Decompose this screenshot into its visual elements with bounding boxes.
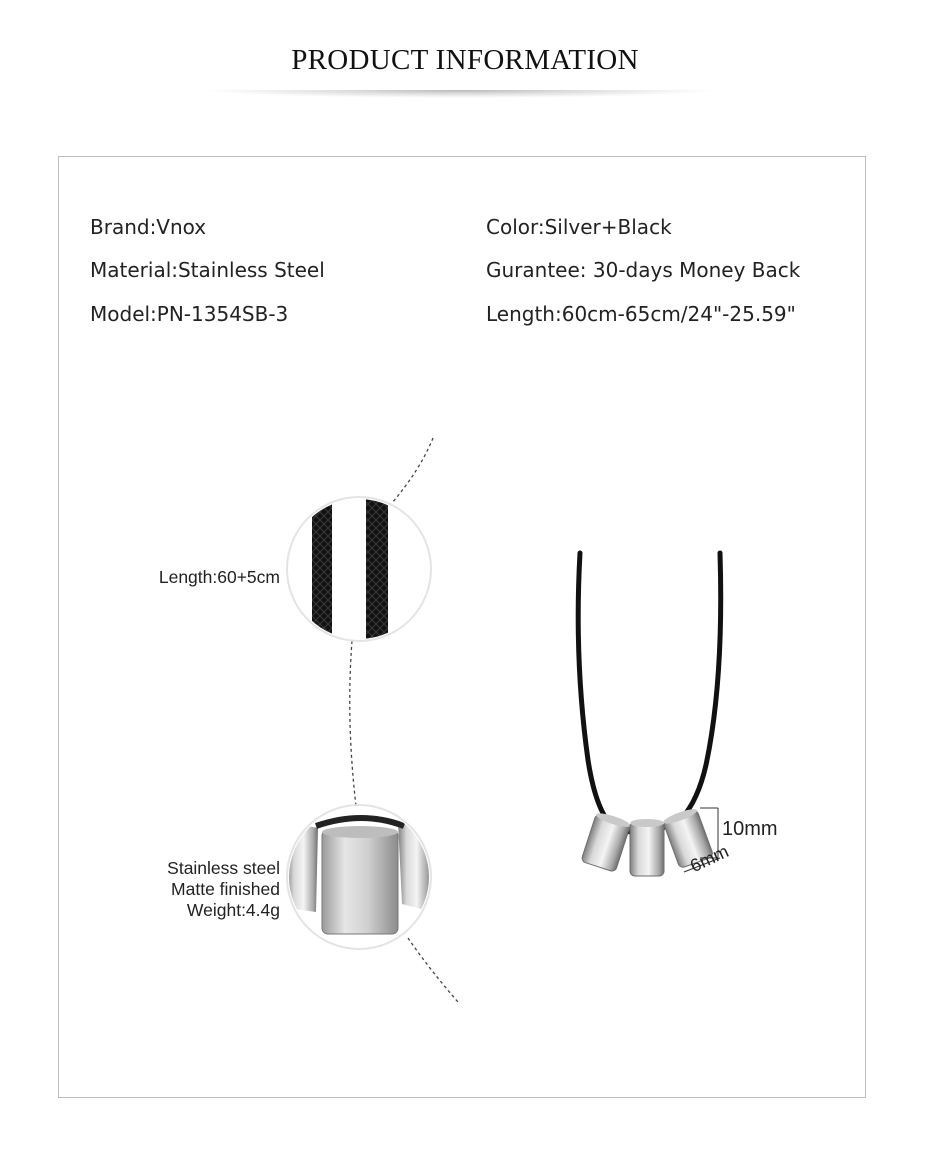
spec-model: Model:PN-1354SB-3 <box>90 302 289 326</box>
dimension-height-label: 10mm <box>722 818 778 840</box>
spec-guarantee: Gurantee: 30-days Money Back <box>486 258 801 282</box>
necklace-cord <box>578 553 721 832</box>
spec-color: Color:Silver+Black <box>486 215 672 239</box>
bead-weight-text: Weight:4.4g <box>186 900 280 920</box>
bead-detail-zoom <box>286 805 432 949</box>
bead-spec-callout <box>120 858 280 921</box>
bead-finish-text: Matte finished <box>171 879 280 899</box>
bead-material-text: Stainless steel <box>167 858 280 878</box>
page-title: PRODUCT INFORMATION <box>291 44 639 76</box>
spec-length: Length:60cm-65cm/24"-25.59" <box>486 302 796 326</box>
spec-material: Material:Stainless Steel <box>90 258 325 282</box>
dimension-width-label: 6mm <box>687 841 732 877</box>
cord-detail-zoom <box>287 490 431 650</box>
cord-length-callout: Length:60+5cm <box>158 567 280 587</box>
spec-brand: Brand:Vnox <box>90 215 207 239</box>
